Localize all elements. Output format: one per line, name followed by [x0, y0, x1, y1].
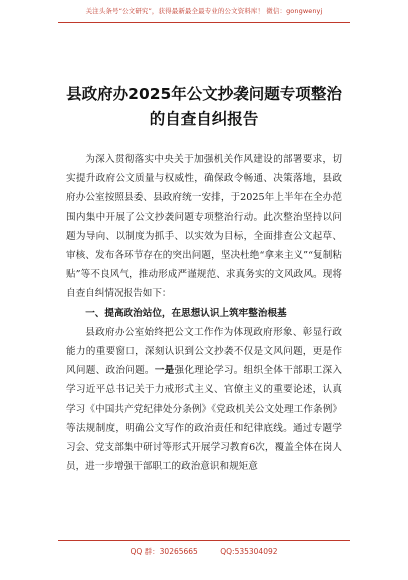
section-1-text-b: 强化理论学习。组织全体干部职工深入学习近平总书记关于力戒形式主义、官僚主义的重要论述，认真学习《中国共产党纪律处分条例》《党政机关公文处理工作条例》等法规制度，明确公文写作的政治责任和纪律底线。通过专题学习会、党支部集中研讨等形式开展学习教育6次，覆盖全体在岗人员，进一步增强干部职工的政治意识和规矩意: [66, 365, 343, 473]
header-divider: [58, 22, 350, 23]
title-line-1: 县政府办2025年公文抄袭问题专项整治: [66, 85, 342, 103]
header-notice: 关注头条号“公文研究”，获得最新最全最专业的公文资料库！ 微信：gongwenyj: [85, 7, 323, 15]
footer-qq-group: QQ 群：30265665: [130, 547, 198, 556]
document-title: [40, 82, 368, 132]
footer-contact: [0, 546, 408, 557]
footer-divider: [58, 540, 350, 541]
section-1-text-a: 县政府办公室始终把公文工作作为体现政府形象、彰显行政能力的重要窗口，深刻认识到公文抄袭不仅是文风问题，更是作风问题、政治问题。: [66, 326, 342, 377]
document-body: [66, 150, 342, 476]
section-1-paragraph: [66, 323, 342, 477]
section-1-heading: 一、提高政治站位，在思想认识上筑牢整治根基: [85, 307, 287, 319]
intro-paragraph: 为深入贯彻落实中央关于加强机关作风建设的部署要求，切实提升政府公文质量与权威性，确保政令畅通、决策落地，县政府办公室按照县委、县政府统一安排，于2025年上半年在全办范围内集中开展了公文抄袭问题专项整治行动。此次整治坚持以问题为导向、以制度为抓手、以实效为目标，全面排查公文起草、审核、发布各环节存在的突出问题，坚决杜绝“拿来主义”“复制粘贴”等不良风气，推动形成严谨规范、求真务实的文风政风。现将自查自纠情况报告如下：: [66, 154, 342, 300]
section-1-lead: 一是: [154, 365, 175, 377]
footer-qq: QQ:535304092: [220, 547, 278, 556]
title-line-2: 的自查自纠报告: [149, 110, 259, 128]
